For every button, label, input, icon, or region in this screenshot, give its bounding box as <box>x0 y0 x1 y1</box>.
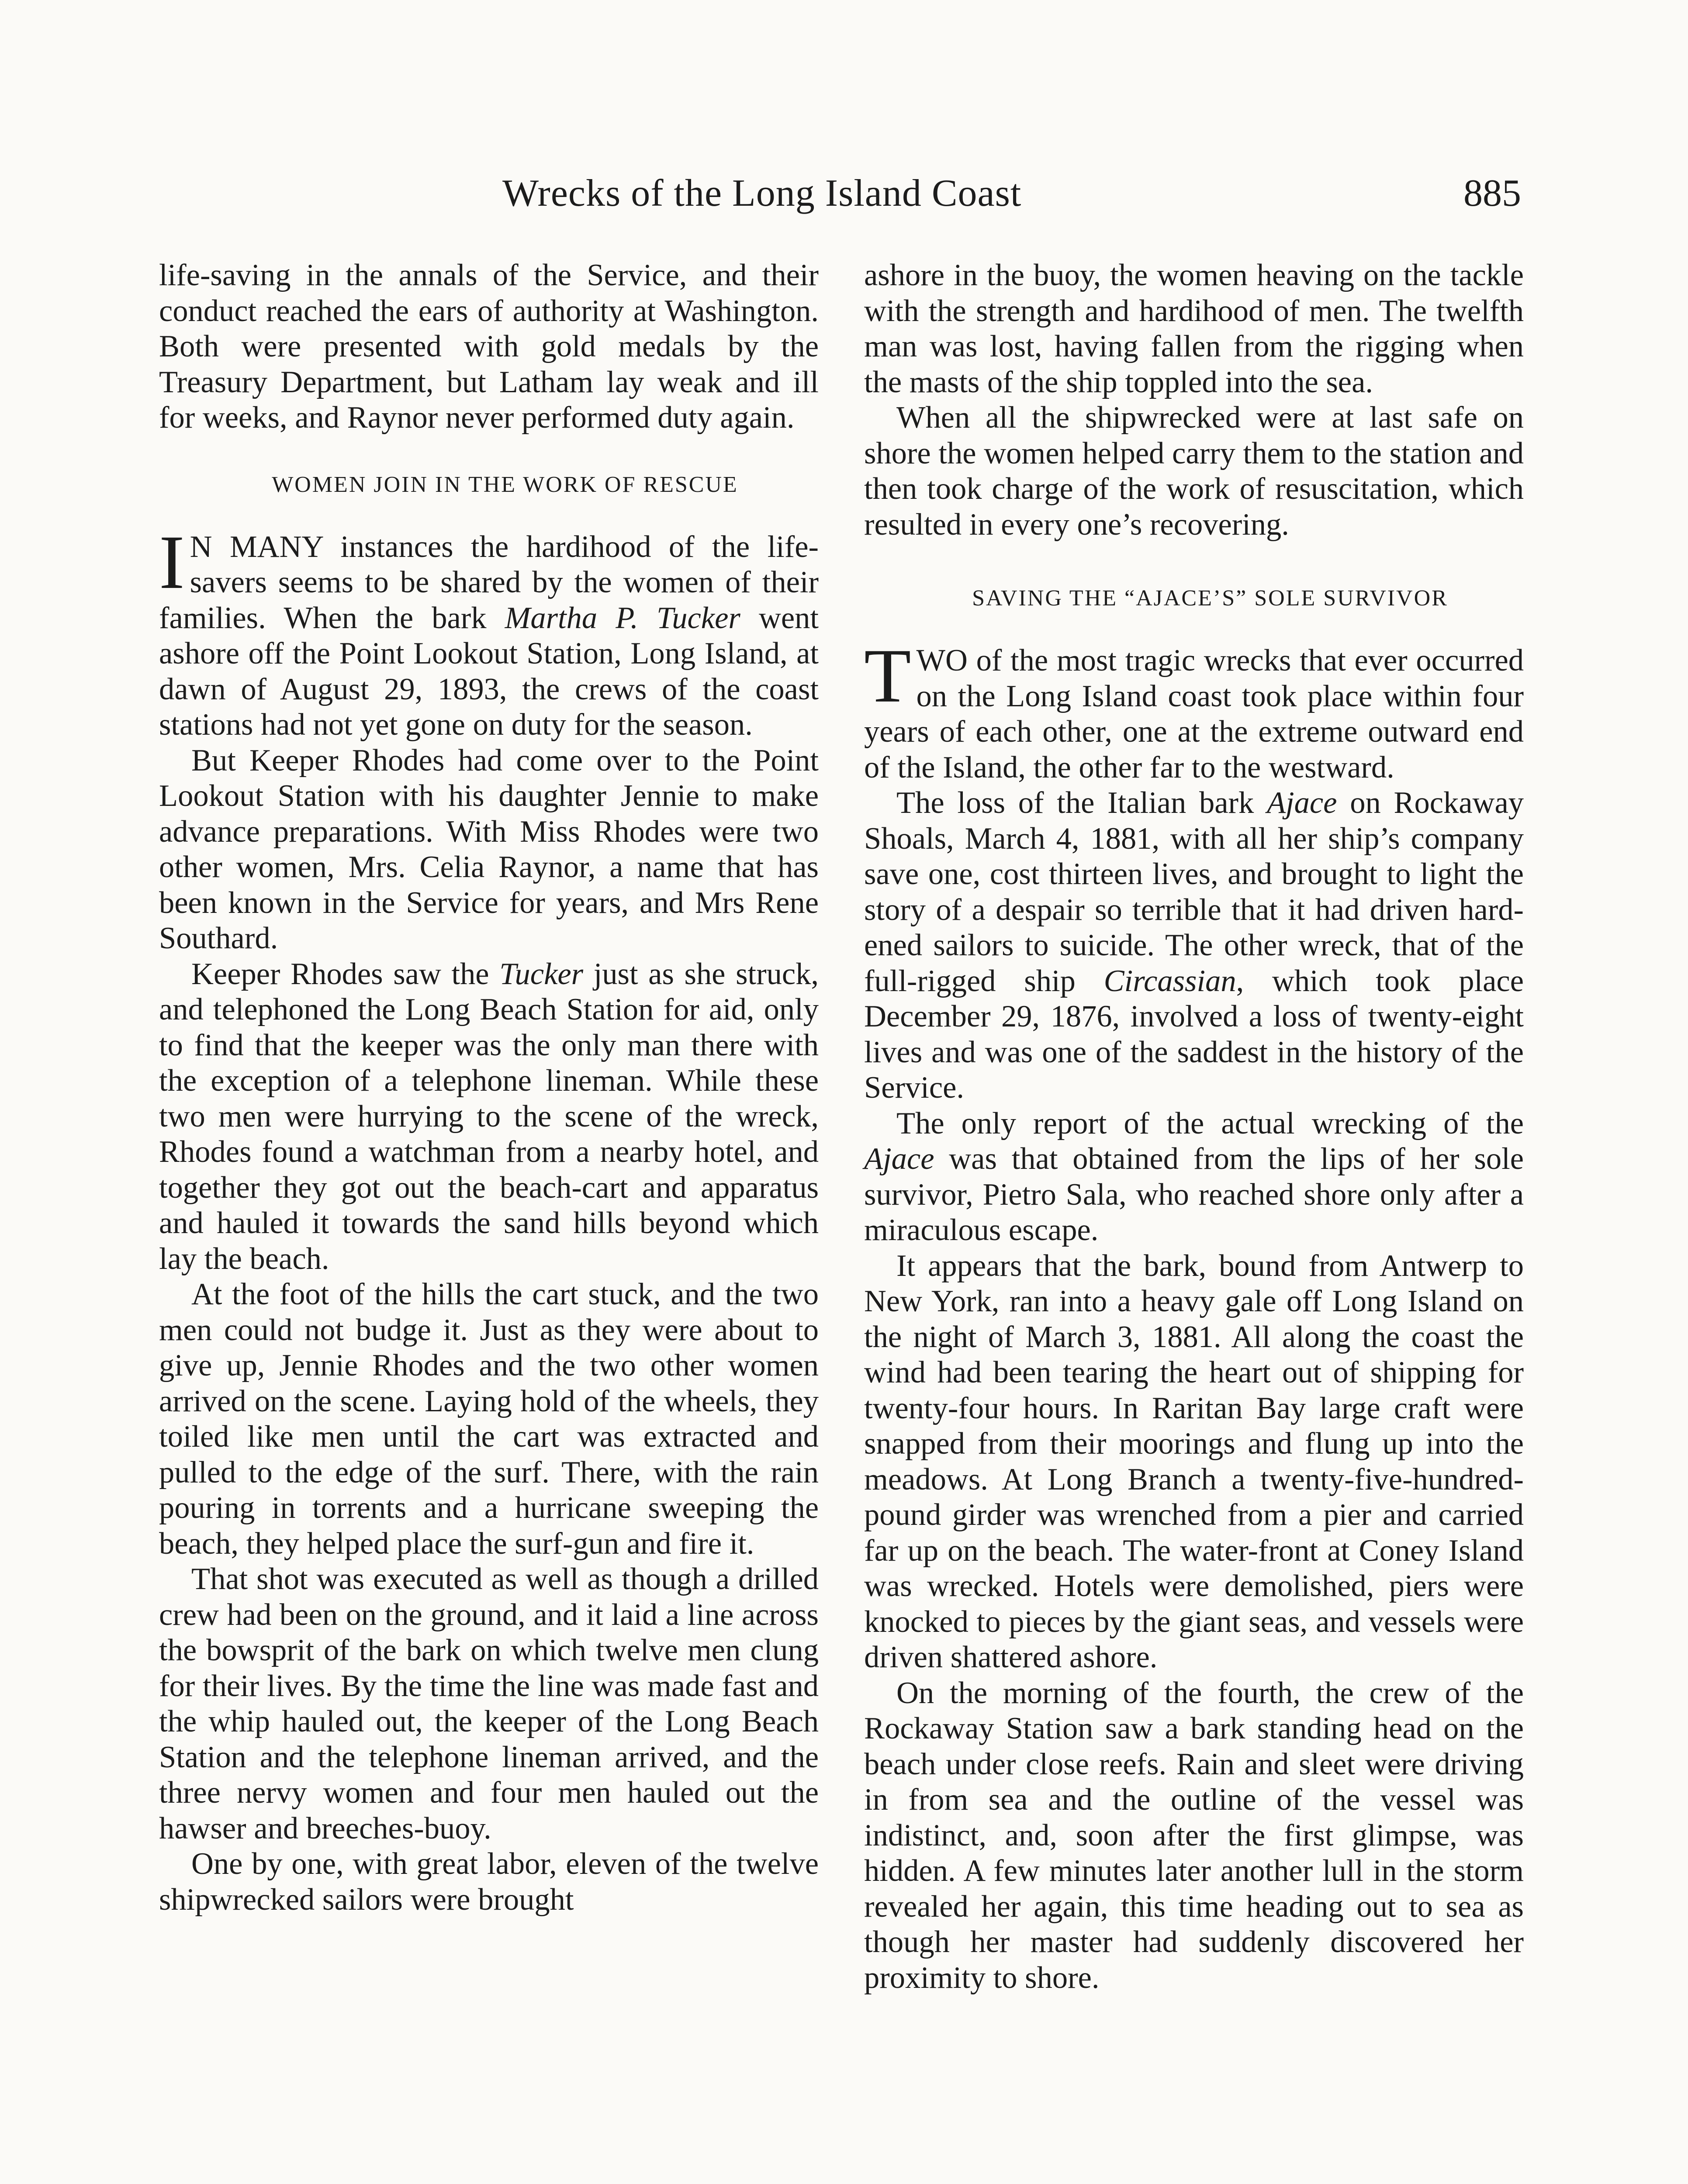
paragraph: The loss of the Italian bark Ajace on Rockaway Shoals, March 4, 1881, with all her ship’s company save one, cost thirteen lives, and brought to light the story of a despair so terrible that it had driven hardened sailors to suicide. The other wreck, that of the full-rigged ship Circassian, which took place December 29, 1876, involved a loss of twenty-eight lives and was one of the saddest in the history of the Service. <box>864 786 1524 1105</box>
left-column <box>159 258 819 1918</box>
ship-name: Tucker <box>499 957 584 991</box>
paragraph: On the morning of the fourth, the crew of the Rockaway Station saw a bark standing head on the beach under close reefs. Rain and sleet were driving in from sea and the outline of the vessel was indistinct, and, soon after the first glimpse, was hidden. A few minutes later another lull in the storm revealed her again, this time heading out to sea as though her master had suddenly discovered her proximity to shore. <box>864 1676 1524 1995</box>
paragraph: But Keeper Rhodes had come over to the Point Lookout Station with his daughter Jennie to make advance preparations. With Miss Rhodes were two other women, Mrs. Celia Raynor, a name that has been known in the Service for years, and Mrs Rene Southard. <box>159 743 819 955</box>
paragraph: I N MANY instances the hardihood of the life-savers seems to be shared by the women of their families. When the bark Martha P. Tucker went ashore off the Point Lookout Station, Long Island, at dawn of August 29, 1893, the crews of the coast stations had not yet gone on duty for the season. <box>159 519 819 742</box>
page-number: 885 <box>1463 172 1521 214</box>
paragraph: One by one, with great labor, eleven of the twelve shipwrecked sailors were brought <box>159 1847 819 1917</box>
paragraph: TWO of the most tragic wrecks that ever occurred on the Long Island coast took place within four years of each other, one at the extreme outward end of the Island, the other far to the westward. <box>864 633 1524 784</box>
paragraph: ashore in the buoy, the women heaving on the tackle with the strength and hardihood of men. The twelfth man was lost, having fallen from the rigging when the masts of the ship toppled into the sea. <box>864 258 1524 399</box>
section-heading: SAVING THE “AJACE’S” SOLE SURVIVOR <box>972 586 1448 611</box>
lead-in: WO <box>916 643 968 677</box>
paragraph: When all the shipwrecked were at last safe on shore the women helped carry them to the station and then took charge of the work of resuscitation, which resulted in every one’s recovering. <box>864 401 1524 542</box>
drop-cap: I <box>159 519 185 605</box>
lead-in: N MANY <box>190 529 323 564</box>
paragraph: The only report of the actual wrecking of the Ajace was that obtained from the lips of her sole survivor, Pietro Sala, who reached shore only after a miraculous escape. <box>864 1106 1524 1247</box>
section-heading: WOMEN JOIN IN THE WORK OF RESCUE <box>272 472 738 497</box>
ship-name: Circassian <box>1103 964 1236 998</box>
paragraph: It appears that the bark, bound from Antwerp to New York, ran into a heavy gale off Long Island on the night of March 3, 1881. All along the coast the wind had been tearing the heart out of shipping for twenty-four hours. In Raritan Bay large craft were snapped from their moorings and flung up into the meadows. At Long Branch a twenty-five-hundred-pound girder was wrenched from a pier and carried far up on the beach. The water-front at Coney Island was wrecked. Hotels were demolished, piers were knocked to pieces by the giant seas, and vessels were driven shattered ashore. <box>864 1248 1524 1674</box>
page-header <box>0 171 1688 224</box>
drop-cap: T <box>864 633 911 719</box>
paragraph: At the foot of the hills the cart stuck, and the two men could not budge it. Just as they were about to give up, Jennie Rhodes and the two other women arrived on the scene. Laying hold of the wheels, they toiled like men until the cart was extracted and pulled to the edge of the surf. There, with the rain pouring in torrents and a hurricane sweeping the beach, they helped place the surf-gun and fire it. <box>159 1277 819 1561</box>
running-head: Wrecks of the Long Island Coast <box>502 172 1022 214</box>
paragraph: Keeper Rhodes saw the Tucker just as she struck, and telephoned the Long Beach Station for aid, only to find that the keeper was the only man there with the exception of a telephone lineman. While these two men were hurrying to the scene of the wreck, Rhodes found a watchman from a nearby hotel, and together they got out the beach-cart and apparatus and hauled it towards the sand hills beyond which lay the beach. <box>159 957 819 1276</box>
ship-name: Ajace <box>1266 786 1337 820</box>
right-column <box>864 258 1524 1996</box>
ship-name: Ajace <box>864 1142 934 1176</box>
ship-name: Martha P. Tucker <box>505 601 740 635</box>
paragraph: That shot was executed as well as though a drilled crew had been on the ground, and it laid a line across the bowsprit of the bark on which twelve men clung for their lives. By the time the line was made fast and the whip hauled out, the keeper of the Long Beach Station and the telephone lineman arrived, and the three nervy women and four men hauled out the hawser and breeches-buoy. <box>159 1562 819 1845</box>
paragraph: life-saving in the annals of the Service, and their conduct reached the ears of authority at Washington. Both were presented with gold medals by the Treasury Department, but Latham lay weak and ill for weeks, and Raynor never performed duty again. <box>159 258 819 435</box>
